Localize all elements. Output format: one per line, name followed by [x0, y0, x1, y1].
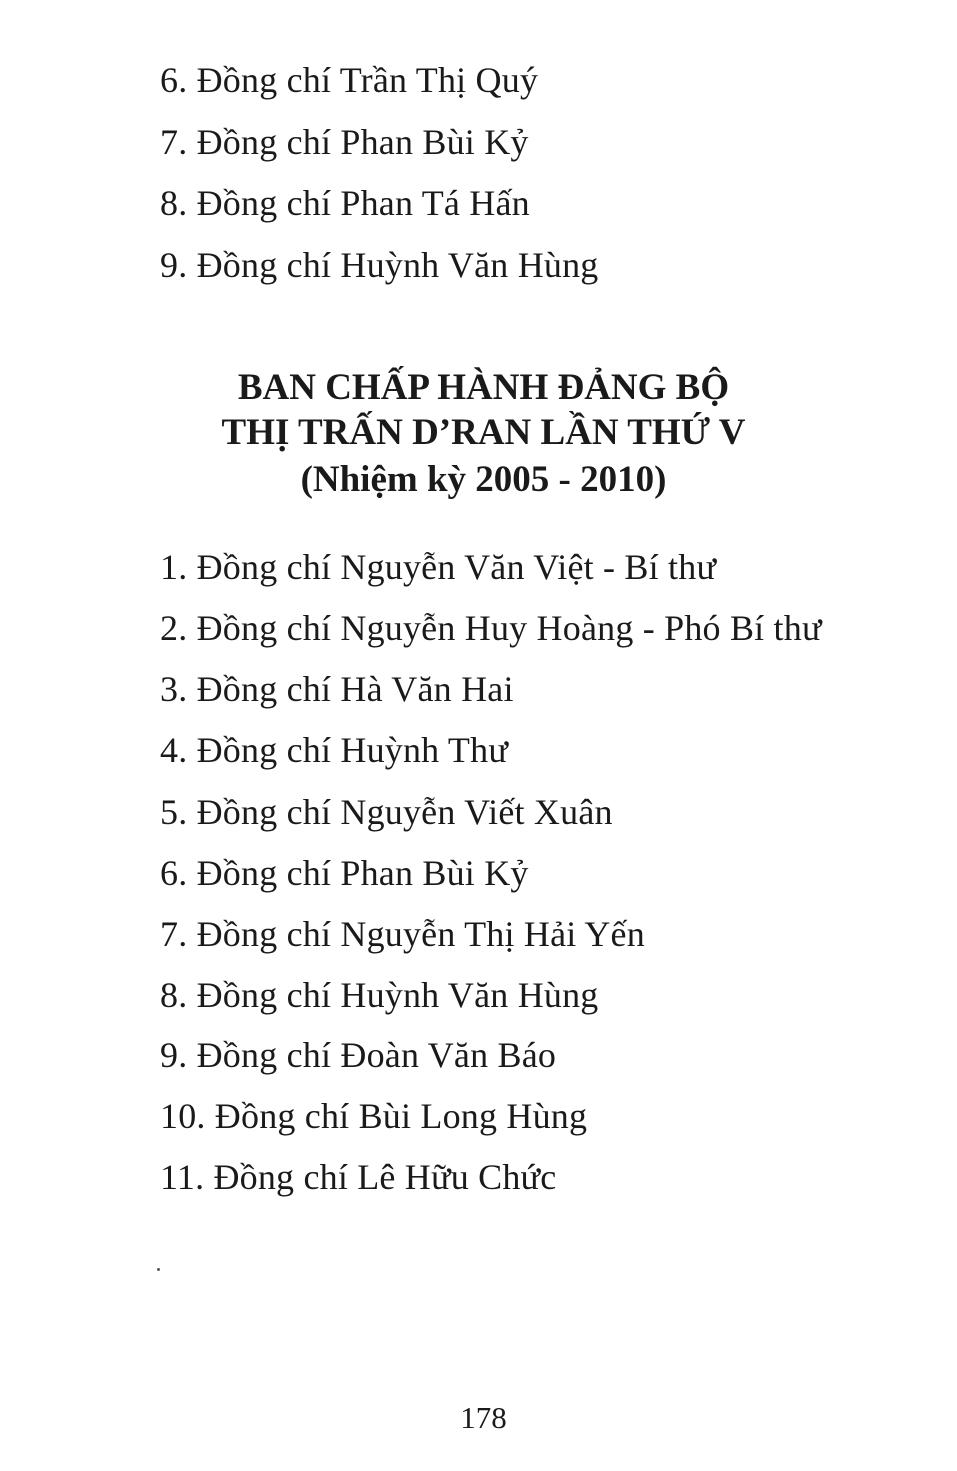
member-item: 8. Đồng chí Huỳnh Văn Hùng [160, 975, 599, 1015]
member-item: 6. Đồng chí Phan Bùi Kỷ [160, 853, 529, 893]
member-item: 11. Đồng chí Lê Hữu Chức [160, 1157, 557, 1197]
section-title-line-2: THỊ TRẤN D’RAN LẦN THỨ V [221, 412, 746, 453]
list-item: 8. Đồng chí Phan Tá Hấn [160, 183, 530, 223]
list-item: 9. Đồng chí Huỳnh Văn Hùng [160, 245, 599, 285]
section-title-line-1: BAN CHẤP HÀNH ĐẢNG BỘ [237, 367, 730, 408]
member-item: 4. Đồng chí Huỳnh Thư [160, 730, 509, 770]
member-item: 5. Đồng chí Nguyễn Viết Xuân [160, 792, 613, 832]
member-item: 1. Đồng chí Nguyễn Văn Việt - Bí thư [160, 547, 717, 587]
member-item: 7. Đồng chí Nguyễn Thị Hải Yến [160, 914, 645, 954]
page-number: 178 [460, 1400, 507, 1435]
member-item: 3. Đồng chí Hà Văn Hai [160, 669, 514, 709]
list-item: 6. Đồng chí Trần Thị Quý [160, 60, 539, 100]
member-item: 2. Đồng chí Nguyễn Huy Hoàng - Phó Bí thư [160, 608, 822, 648]
member-item: 10. Đồng chí Bùi Long Hùng [160, 1096, 588, 1136]
member-item: 9. Đồng chí Đoàn Văn Báo [160, 1035, 557, 1075]
section-term: (Nhiệm kỳ 2005 - 2010) [300, 459, 667, 500]
list-item: 7. Đồng chí Phan Bùi Kỷ [160, 122, 529, 162]
scan-speck [157, 1268, 160, 1271]
